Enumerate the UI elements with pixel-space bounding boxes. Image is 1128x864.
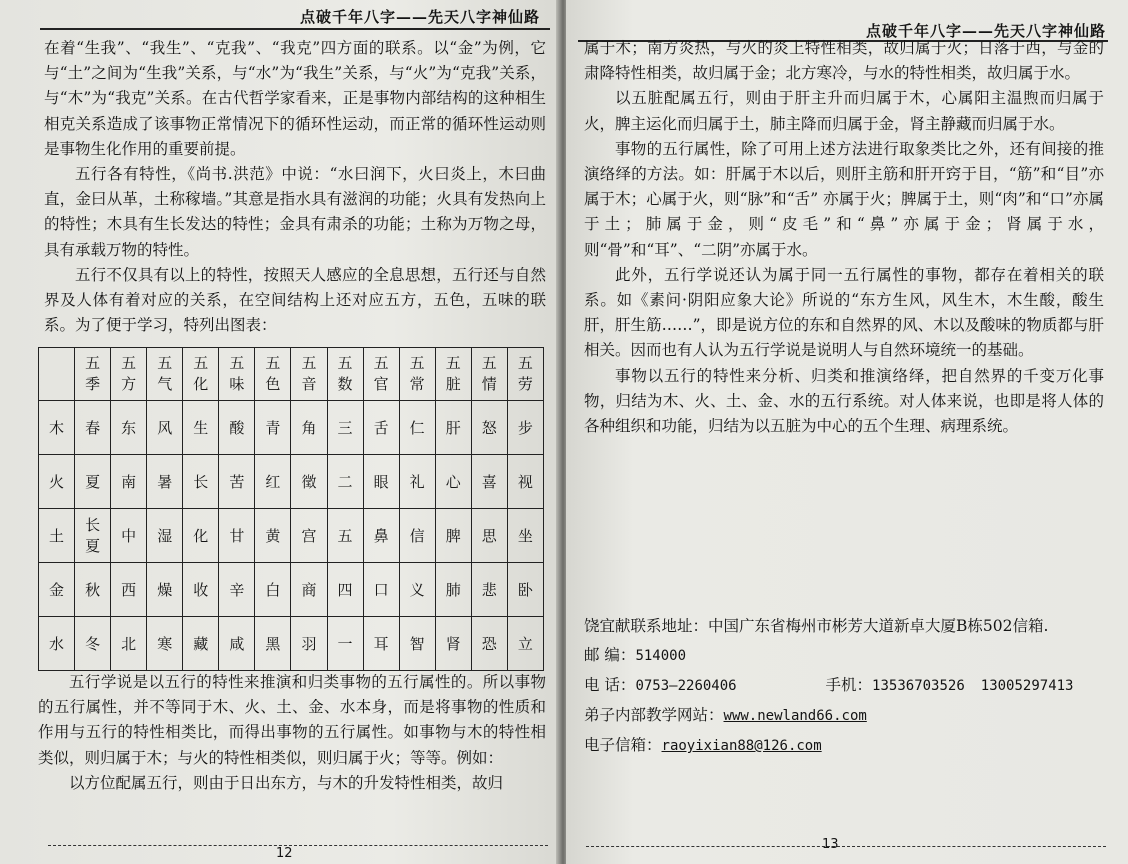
table-cell: 卧 [507,563,543,617]
table-cell: 咸 [219,617,255,671]
body-text-bottom [38,670,546,796]
table-cell: 青 [255,401,291,455]
footer-rule [48,845,548,846]
address-value: 中国广东省梅州市彬芳大道新卓大厦B栋502信箱. [708,617,1049,635]
table-cell: 坐 [507,509,543,563]
table-cell: 肺 [435,563,471,617]
running-header: 点破千年八字——先天八字神仙路 [300,8,541,26]
table-cell: 鼻 [363,509,399,563]
table-cell: 东 [111,401,147,455]
table-row [39,401,544,455]
page-number: 13 [822,837,839,852]
table-cell: 西 [111,563,147,617]
body-text [584,36,1104,439]
table-cell: 肾 [435,617,471,671]
table-cell: 心 [435,455,471,509]
table-cell: 恐 [471,617,507,671]
table-cell: 长 [183,455,219,509]
paragraph: 以方位配属五行，则由于日出东方，与木的升发特性相类，故归 [69,773,504,792]
table-cell: 思 [471,509,507,563]
table-cell: 南 [111,455,147,509]
table-cell: 商 [291,563,327,617]
table-cell: 风 [147,401,183,455]
table-cell: 酸 [219,401,255,455]
address-line [584,612,1114,641]
table-cell: 智 [399,617,435,671]
paragraph: 事物以五行的特性来分析、归类和推演络绎，把自然界的千变万化事物，归结为木、火、土、金、水的五行系统。对人体来说，也即是将人体的各种组织和功能，归结为以五脏为中心的五个生理、病理系统。 [584,366,1104,436]
table-header-cell: 五音 [291,348,327,401]
table-row [39,455,544,509]
mobile-value-1: 13536703526 [872,678,965,694]
table-cell: 步 [507,401,543,455]
table-cell: 白 [255,563,291,617]
table-cell: 甘 [219,509,255,563]
table-cell: 春 [75,401,111,455]
table-cell: 辛 [219,563,255,617]
table-cell: 舌 [363,401,399,455]
table-cell: 耳 [363,617,399,671]
table-cell: 寒 [147,617,183,671]
table-header-cell: 五脏 [435,348,471,401]
table-cell: 角 [291,401,327,455]
table-header-cell: 五味 [219,348,255,401]
table-cell: 苦 [219,455,255,509]
table-row [39,509,544,563]
table-cell: 红 [255,455,291,509]
table-cell: 口 [363,563,399,617]
table-cell: 五 [327,509,363,563]
table-cell: 信 [399,509,435,563]
table-header-cell: 五化 [183,348,219,401]
table-row [39,617,544,671]
paragraph: 以五脏配属五行，则由于肝主升而归属于木，心属阳主温煦而归属于火，脾主运化而归属于土，肺主降而归属于金，肾主静藏而归属于水。 [584,89,1104,133]
table-cell: 眼 [363,455,399,509]
table-cell: 羽 [291,617,327,671]
postcode-label: 邮 编： [584,646,636,664]
website-label: 弟子内部教学网站： [584,706,724,724]
table-cell: 喜 [471,455,507,509]
table-cell: 金 [39,563,75,617]
table-cell: 土 [39,509,75,563]
table-header-cell: 五劳 [507,348,543,401]
phone-line [584,671,1114,701]
footer-rule [586,846,1106,847]
table-cell: 悲 [471,563,507,617]
table-cell: 木 [39,401,75,455]
postcode-line [584,641,1114,671]
paragraph: 在着“生我”、“我生”、“克我”、“我克”四方面的联系。以“金”为例，它与“土”之间为“生我”关系，与“水”为“我生”关系，与“火”为“克我”关系，与“木”为“我克”关系。在古代哲学家看来，正是事物内部结构的这种相生相克关系造成了该事物正常情况下的循环性运动，而正常的循环性运动则是事物生化作用的重要前提。 [44,39,546,158]
table-cell: 视 [507,455,543,509]
table-row [39,563,544,617]
table-cell: 二 [327,455,363,509]
table-header-cell: 五季 [75,348,111,401]
table-cell: 化 [183,509,219,563]
table-cell: 一 [327,617,363,671]
table-cell: 燥 [147,563,183,617]
table-cell: 黄 [255,509,291,563]
website-line [584,701,1114,731]
table-cell: 收 [183,563,219,617]
table-cell: 礼 [399,455,435,509]
table-cell: 北 [111,617,147,671]
table-cell: 冬 [75,617,111,671]
email-link[interactable]: raoyixian88@126.com [661,738,822,754]
paragraph: 五行各有特性，《尚书.洪范》中说：“水曰润下，火曰炎上，木曰曲直，金曰从革，土称稼墙。”其意是指水具有滋润的功能；火具有发热向上的特性；木具有生长发达的特性；金具有肃杀的功能；土称为万物之母，具有承载万物的特性。 [44,165,546,259]
contact-block [584,612,1114,761]
mobile-value-2: 13005297413 [980,678,1074,694]
paragraph: 事物的五行属性，除了可用上述方法进行取象类比之外，还有间接的推演络绎的方法。如：肝属于木以后，则肝主筋和肝开窍于目，“筋”和“目”亦属于木；心属于火，则“脉”和“舌” 亦属于火；脾属于土，则“肉”和“口”亦属于土；肺属于金，则“皮毛”和“鼻”亦属于金；肾属于水，则“骨”和“耳”、“二阴”亦属于水。 [584,139,1104,259]
table-cell: 四 [327,563,363,617]
address-label: 饶宜献联系地址： [584,617,709,635]
table-cell: 徵 [291,455,327,509]
table-cell: 秋 [75,563,111,617]
email-line [584,731,1114,761]
table-cell: 藏 [183,617,219,671]
table-cell: 怒 [471,401,507,455]
table-header-cell: 五方 [111,348,147,401]
table-cell: 中 [111,509,147,563]
table-header-cell: 五数 [327,348,363,401]
table-cell: 立 [507,617,543,671]
website-link[interactable]: www.newland66.com [723,708,867,724]
five-elements-table [38,347,544,671]
table-cell: 夏 [75,455,111,509]
table-header-cell: 五官 [363,348,399,401]
table-cell: 湿 [147,509,183,563]
body-text-top [44,36,546,338]
email-label: 电子信箱： [584,736,662,754]
paragraph: 此外，五行学说还认为属于同一五行属性的事物，都存在着相关的联系。如《素问·阴阳应象大论》所说的“东方生风，风生木，木生酸，酸生肝，肝生筋……”，即是说方位的东和自然界的风、木以及酸味的物质都与肝相关。因而也有人认为五行学说是说明人与自然环境统一的基础。 [584,265,1104,360]
table-cell: 仁 [399,401,435,455]
right-page [566,0,1128,864]
table-cell: 生 [183,401,219,455]
table-cell: 火 [39,455,75,509]
table-cell: 长夏 [75,509,111,563]
table-header-cell: 五常 [399,348,435,401]
paragraph: 五行不仅具有以上的特性，按照天人感应的全息思想，五行还与自然界及人体有着对应的关系，在空间结构上还对应五方，五色，五味的联系。为了便于学习，特列出图表： [44,265,546,335]
mobile-label: 手机： [825,676,873,694]
table-cell: 脾 [435,509,471,563]
table-cell: 肝 [435,401,471,455]
table-header-row [39,348,544,401]
table-header-cell [39,348,75,401]
table-header-cell: 五色 [255,348,291,401]
paragraph: 五行学说是以五行的特性来推演和归类事物的五行属性的。所以事物的五行属性，并不等同于木、火、土、金、水本身，而是将事物的性质和作用与五行的特性相类比，而得出事物的五行属性。如事物与木的特性相类似，则归属于木；与火的特性相类似，则归属于火；等等。例如： [38,673,546,767]
left-page [0,0,560,864]
table-cell: 暑 [147,455,183,509]
table-header-cell: 五气 [147,348,183,401]
postcode-value: 514000 [635,648,687,664]
header-rule [40,28,550,30]
table-cell: 水 [39,617,75,671]
phone-value: 0753—2260406 [635,678,737,694]
table-cell: 义 [399,563,435,617]
table-cell: 黑 [255,617,291,671]
table-cell: 宫 [291,509,327,563]
paragraph: 属于木；南方炎热，与火的炎上特性相类，故归属于火；日落于西，与金的肃降特性相类，故归属于金；北方寒冷，与水的特性相类，故归属于水。 [584,39,1104,83]
table-cell: 三 [327,401,363,455]
table-header-cell: 五情 [471,348,507,401]
phone-label: 电 话： [584,676,636,694]
page-number: 12 [276,846,293,861]
running-header: 点破千年八字——先天八字神仙路 [866,22,1107,40]
